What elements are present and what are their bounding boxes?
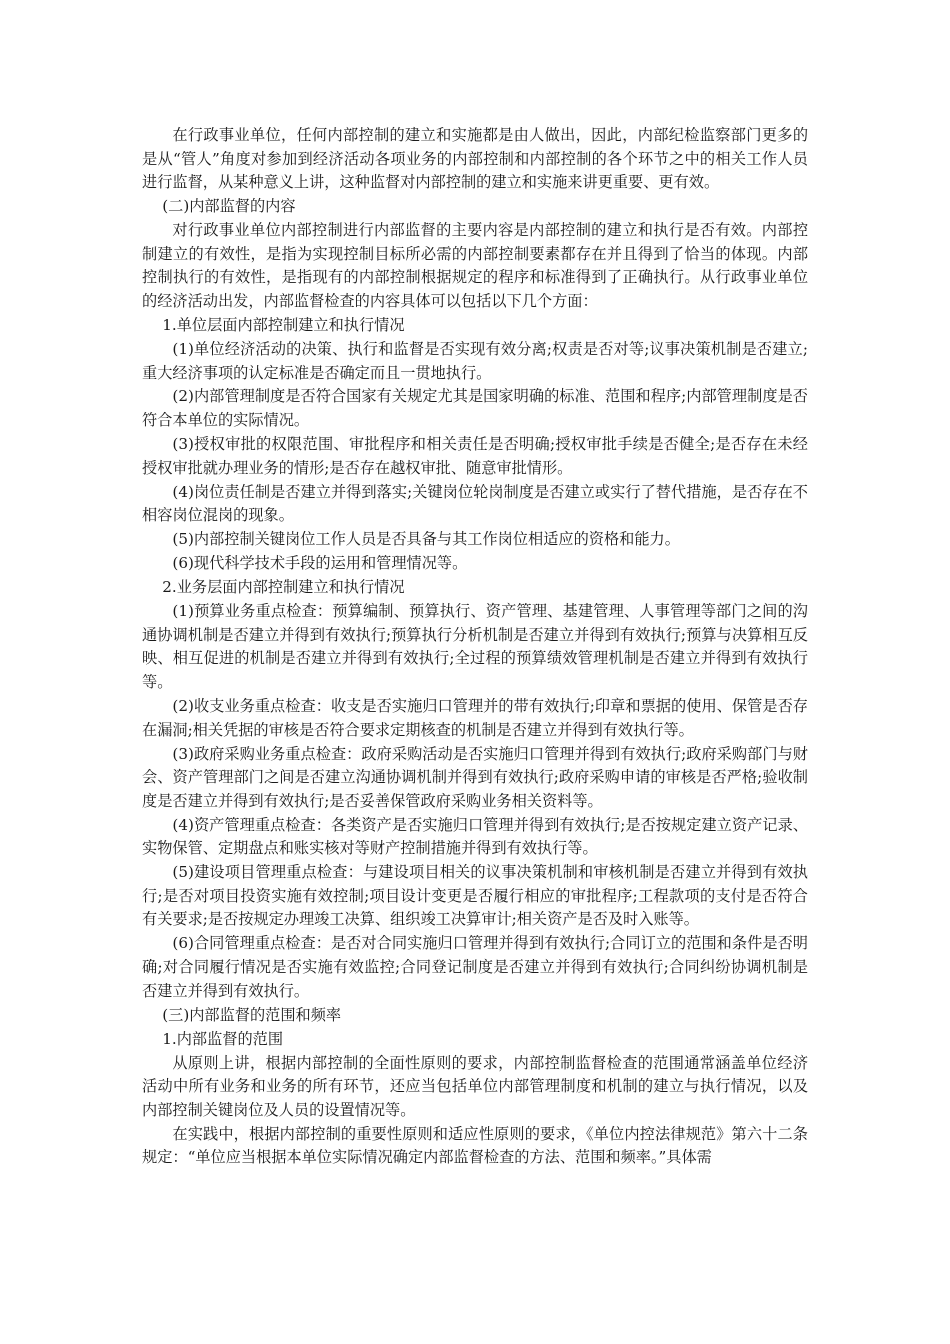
list-item: (1)预算业务重点检查：预算编制、预算执行、资产管理、基建管理、人事管理等部门之间的沟通协调机制是否建立并得到有效执行;预算执行分析机制是否建立并得到有效执行;预算与决算相互反映、相互促进的机制是否建立并得到有效执行;全过程的预算绩效管理机制是否建立并得到有效执行等。 <box>142 602 808 691</box>
paragraph-body: 对行政事业单位内部控制进行内部监督的主要内容是内部控制的建立和执行是否有效。内部控制建立的有效性，是指为实现控制目标所必需的内部控制要素都存在并且得到了恰当的体现。内部控制执行的有效性，是指现有的内部控制根据规定的程序和标准得到了正确执行。从行政事业单位的经济活动出发，内部监督检查的内容具体可以包括以下几个方面： <box>142 221 808 310</box>
list-item: (6)现代科学技术手段的运用和管理情况等。 <box>172 554 468 573</box>
section-heading: (三)内部监督的范围和频率 <box>162 1005 342 1024</box>
section-heading: (二)内部监督的内容 <box>162 197 296 216</box>
document-page <box>142 124 808 1170</box>
list-item: (5)内部控制关键岗位工作人员是否具备与其工作岗位相适应的资格和能力。 <box>172 530 680 549</box>
list-item: (1)单位经济活动的决策、执行和监督是否实现有效分离;权责是否对等;议事决策机制是否建立;重大经济事项的认定标准是否确定而且一贯地执行。 <box>142 339 808 382</box>
subsection-heading: 1.单位层面内部控制建立和执行情况 <box>162 315 405 334</box>
list-item: (2)内部管理制度是否符合国家有关规定尤其是国家明确的标准、范围和程序;内部管理制度是否符合本单位的实际情况。 <box>142 387 808 430</box>
list-item: (3)政府采购业务重点检查：政府采购活动是否实施归口管理并得到有效执行;政府采购部门与财会、资产管理部门之间是否建立沟通协调机制并得到有效执行;政府采购申请的审核是否严格;验收制度是否建立并得到有效执行;是否妥善保管政府采购业务相关资料等。 <box>142 744 808 810</box>
paragraph-body: 在行政事业单位，任何内部控制的建立和实施都是由人做出，因此，内部纪检监察部门更多的是从“管人”角度对参加到经济活动各项业务的内部控制和内部控制的各个环节之中的相关工作人员进行监督，从某种意义上讲，这种监督对内部控制的建立和实施来讲更重要、更有效。 <box>142 126 808 192</box>
list-item: (2)收支业务重点检查：收支是否实施归口管理并的带有效执行;印章和票据的使用、保管是否存在漏洞;相关凭据的审核是否符合要求定期核查的机制是否建立并得到有效执行等。 <box>142 696 808 739</box>
paragraph-body: 在实践中，根据内部控制的重要性原则和适应性原则的要求，《单位内控法律规范》第六十二条规定：“单位应当根据本单位实际情况确定内部监督检查的方法、范围和频率。”具体需 <box>142 1124 808 1167</box>
subsection-heading: 1.内部监督的范围 <box>162 1029 284 1048</box>
list-item: (4)岗位责任制是否建立并得到落实;关键岗位轮岗制度是否建立或实行了替代措施，是否存在不相容岗位混岗的现象。 <box>142 482 808 525</box>
list-item: (4)资产管理重点检查：各类资产是否实施归口管理并得到有效执行;是否按规定建立资产记录、实物保管、定期盘点和账实核对等财产控制措施并得到有效执行等。 <box>142 815 808 858</box>
subsection-heading: 2.业务层面内部控制建立和执行情况 <box>162 578 405 597</box>
paragraph-body: 从原则上讲，根据内部控制的全面性原则的要求，内部控制监督检查的范围通常涵盖单位经济活动中所有业务和业务的所有环节，还应当包括单位内部管理制度和机制的建立与执行情况，以及内部控制关键岗位及人员的设置情况等。 <box>142 1053 808 1119</box>
list-item: (6)合同管理重点检查：是否对合同实施归口管理并得到有效执行;合同订立的范围和条件是否明确;对合同履行情况是否实施有效监控;合同登记制度是否建立并得到有效执行;合同纠纷协调机制是否建立并得到有效执行。 <box>142 934 808 1000</box>
list-item: (5)建设项目管理重点检查：与建设项目相关的议事决策机制和审核机制是否建立并得到有效执行;是否对项目投资实施有效控制;项目设计变更是否履行相应的审批程序;工程款项的支付是否符合有关要求;是否按规定办理竣工决算、组织竣工决算审计;相关资产是否及时入账等。 <box>142 863 808 929</box>
list-item: (3)授权审批的权限范围、审批程序和相关责任是否明确;授权审批手续是否健全;是否存在未经授权审批就办理业务的情形;是否存在越权审批、随意审批情形。 <box>142 435 808 477</box>
